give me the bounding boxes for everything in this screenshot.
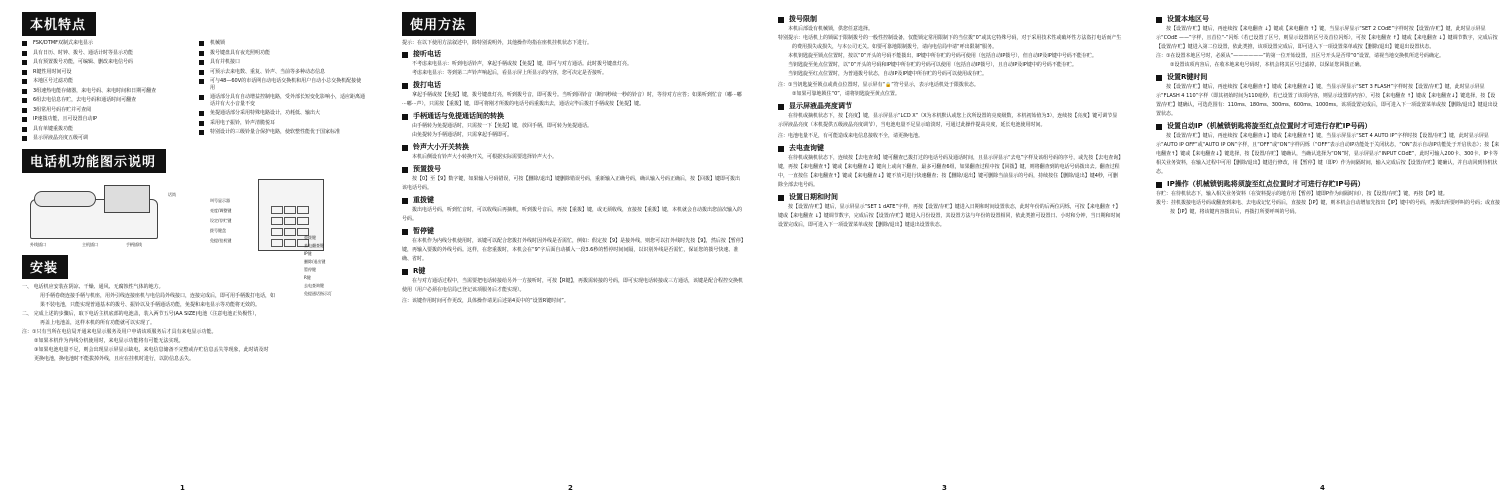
bullet-square-icon [778, 146, 784, 152]
section-heading-text: 拨号限制 [789, 15, 817, 23]
paragraph: 存贮：在待机状态下，输入相关业务资料（在资料提示的地方用【暂停】键即P作为间隔时间），按【设置/存贮】键，再按【IP】键。 [1156, 191, 1448, 197]
page-number-3: 3 [942, 484, 947, 492]
page3-sections [778, 15, 1122, 230]
section-heading [402, 81, 744, 90]
install-title: 安装 [22, 255, 68, 279]
section-heading-text: 拨打电话 [413, 81, 441, 89]
section-heading [402, 143, 744, 152]
paragraph: 按【设置/存贮】键后，再连续按【来电翻查 ↓】键或【来电翻查 ↑】键，当显示屏显示“SET 2 COdE”字样时按【设置/存贮】键，此时显示屏显示“COdE ——”字样，且首位“-”闪烁（若已设置了区号，则显示设置的区号及首位闪烁），可按【来电翻查 ↑】键或【来电翻查 ↓】键调节数字，完成后按【设置/存贮】键进入第二位设置，依此类推，该项设置完成后，即可进入下一项设置菜单或按【删除/退出】键退出设置状态。 [1156, 26, 1498, 50]
bullet-square-icon [22, 70, 27, 75]
install-line: 二、 完成上述的步骤后，取下电话主机底部的电池盖，装入两节五号(AA SIZE)电池（注意电池正负极性）， [22, 310, 260, 317]
section [1156, 73, 1500, 119]
section [402, 227, 744, 264]
section-heading [778, 102, 1122, 111]
paragraph: 当钥匙旋至红点位置时，为普通拨号状态，自动IP及IP键中所存贮的号码可以使用或存贮。 [788, 71, 987, 77]
section-heading-text: 显示屏液晶亮度调节 [789, 102, 852, 110]
phone-diagram [22, 179, 252, 251]
bullet-square-icon [199, 130, 204, 135]
bullet-square-icon [199, 51, 204, 56]
diagram-title: 电话机功能图示说明 [22, 149, 166, 173]
label-line-jack: 外线插口 [30, 241, 46, 247]
section [778, 15, 1122, 79]
feature-item [199, 110, 366, 117]
paragraph: 在待机或摘机状态下，连续按【去电查询】键可翻查已拨打过的电话号码及通话时间，且显示屏显示“去电”字样及该组号码的序号，或先按【去电查询】键，再按【来电翻查↑】键或【来电翻查↓】键向上或向下翻查，最多可翻查6组，如果翻查过程中按【回拨】键，则将翻查到的电话号码拨出去。翻查过程中，一直按住【来电翻查↑】键或【来电翻查↓】键不放可进行快速翻查；按【删除/退出】键可删除当前显示的号码，持续按住【删除/退出】键4秒，可删除全部去电号码。 [778, 155, 1121, 188]
label-pause-key: 暂停键 [304, 267, 316, 272]
bullet-square-icon [22, 51, 27, 56]
handset-illustration [34, 191, 96, 207]
label-outgoing-key: 去电查询键 [304, 283, 324, 288]
paragraph: 本机后侧设有铃声大小转换开关，可根据实际需要选择铃声大小。 [412, 154, 558, 160]
label-handset-cord: 手柄插线 [126, 241, 142, 247]
feature-text: 可与48—60V的市话网自动电话交换机和用户自动小总交换机配接使用 [210, 78, 362, 91]
feature-text: 3组常用号码存贮并可查阅 [33, 106, 92, 113]
usage-intro: 提示：在以下使用方法叙述中，除特别说明外，其他操作均指在座机挂机状态下进行。 [402, 40, 593, 46]
bullet-square-icon [199, 60, 204, 65]
feature-text: 机械锁 [210, 40, 226, 46]
section-heading [402, 112, 744, 121]
section [402, 50, 744, 78]
label-set-store-key: 设定/存贮键 [210, 217, 232, 223]
bullet-square-icon [22, 127, 27, 132]
paragraph: 当钥匙旋至免点位置时，以“0”开头的号码和IP键中所存贮的号码可以使用（包括自动IP拨号），且自动IP及IP键中的号码不能存贮。 [788, 62, 1077, 68]
page-number-4: 4 [1320, 484, 1325, 492]
section-heading-text: 铃声大小开关转换 [413, 143, 469, 151]
feature-item [22, 135, 189, 142]
section-heading-text: 暂停键 [413, 227, 434, 235]
paragraph: 注：电池电量不足，有可能造成来电信息接收不全，请更换电池。 [778, 133, 924, 139]
install-line: ②如果本机作为内线分机使用时，来电显示功能将有可能无法实现。 [34, 337, 184, 344]
label-incoming-key: 来电翻查键 [304, 243, 324, 248]
section-heading [778, 15, 1122, 24]
feature-text: 3组速热电能存储器，来电号码、来电时间和日期可翻查 [33, 87, 157, 94]
feature-item [22, 116, 189, 123]
install-line: ③如果电池电量不足，则会出现显示屏显示缺电，来电信息储备不完整或存贮信息丢失等现象，此时请及时 [34, 346, 269, 353]
feature-item [199, 59, 366, 66]
bullet-square-icon [22, 108, 27, 113]
bullet-square-icon [199, 41, 204, 46]
section-heading-text: 手柄通话与免提通话间的转换 [413, 112, 504, 120]
page-number-2: 2 [568, 484, 573, 492]
feature-text: 采用电子振铃，铃声清脆悦耳 [210, 119, 276, 126]
feature-text: FSK/DTMF双制式来电显示 [33, 40, 94, 46]
section-heading-text: 去电查询键 [789, 144, 824, 152]
paragraph: ②设置该项内容后，在收本地来电号码时，本机会将其区号过滤掉，以保证您回拨正确。 [1170, 62, 1365, 68]
feature-text: 具有并机接口 [210, 59, 241, 65]
bullet-square-icon [22, 60, 27, 65]
bullet-square-icon [199, 95, 204, 100]
paragraph: 按【0】至【9】数字键，如果输入号码错误，可按【删除/退出】键删除错误号码，重新输入正确号码，确认输入号码正确后，按【回拨】键即可拨出该电话号码。 [402, 176, 741, 191]
paragraph: 按【设置/存贮】键后，再连续按【来电翻查↓】键或【来电翻查↑】键，当显示屏显示“SET 4 AUTO IP”字样时按【设置/存贮】键，此时显示屏显示“AUTO IP OFF”或“AUTO IP ON”字样，且“OFF”或“ON”字样闪烁（“OFF”表示自动IP功能处于关闭状态，“ON”表示自动IP功能处于开启状态）；按【来电翻查↑】键或【来电翻查↓】键选择，按【设置/存贮】键确认，当确认选择为“ON”时，显示屏显示“INPUT COdE”，此时可输入200卡、300卡、IP卡等相关业务资料，在输入过程中可用【删除/退出】键进行修改，用【暂停】键（即P）作为间隔时间，输入完成后按【设置/存贮】键确认，并自动回到待机状态。 [1156, 133, 1500, 175]
paragraph: 在本机作为内线分机使用时，该键可以配合您拨打外线时因外线是否需忙，例如：假定按【9】是接外线，则您可以打外线时先按【9】，然后按【暂停】键，再输入要拨的外线号码。这样，在您重拨时，本机会在“9”字后面自动插入一段3.6秒的暂停时间间隔，以识别外线是否需忙，保证您的拨号快速、准确、省时。 [402, 238, 744, 262]
feature-text: 具有单键重拨功能 [33, 125, 74, 132]
features-list [22, 40, 366, 145]
install-line: 一、 电话机应安装在阴凉、干燥、通风、无腐蚀性气体的地方。 [22, 283, 164, 290]
section-heading [402, 165, 744, 174]
section [402, 165, 744, 193]
section [402, 112, 744, 140]
feature-item [22, 40, 189, 47]
feature-text: 显示屏液晶亮度五级可调 [33, 135, 89, 141]
feature-text: 具有预置拨号功能，可编辑、删改来电信号码 [33, 59, 134, 65]
section [402, 81, 744, 109]
bullet-square-icon [22, 41, 27, 46]
paragraph: 本机后部设有机械锁，供您任意选择。 [788, 26, 874, 32]
feature-text: 具有日历、时钟、拨号、通话计时等显示功能 [33, 49, 134, 56]
label-handsfree-key: 免提/挂机键 [210, 237, 232, 243]
section-heading [402, 196, 744, 205]
paragraph: 由手柄转为免提通话时，只需按一下【免提】键，放回手柄，即可转为免提通话。 [412, 123, 593, 129]
features-title: 本机特点 [22, 12, 96, 36]
bullet-square-icon [778, 17, 784, 23]
bullet-square-icon [1156, 182, 1162, 188]
paragraph: 拿起手柄或按【免提】键，拨号键盘灯亮，听到拨号音，即可拨号。当听到回铃音（断四秒续一秒的铃音）时，等待对方应答；如果听到忙音（嘟···嘟···嘟···声），只需按【重拨】键，即可将刚才所拨的电话号码重拨出去，通话完毕后拨打手柄或按【免提】键。 [402, 92, 742, 107]
bullet-square-icon [1156, 17, 1162, 23]
page-3 [756, 0, 1134, 504]
label-host-jack: 主机插口 [82, 241, 98, 247]
feature-item [199, 120, 366, 127]
section [778, 193, 1122, 230]
paragraph: ②如果可靠地锁住“0”，请将钥匙旋至黄点位置。 [792, 91, 900, 97]
section-heading [402, 227, 744, 236]
feature-item [22, 59, 189, 66]
install-line: 再盖上电池盖，这样本机的所有功能就可以实现了。 [40, 319, 156, 326]
paragraph: 本机钥匙旋至锁点位置时，按以“0”开头的号码不能拨出，IP键中所存贮的号码可使用（包括自动IP拨号），但自动IP及IP键中号码不能存贮。 [788, 53, 1097, 59]
bullet-square-icon [402, 114, 408, 120]
r-key-note: 注：该键作用时间可作更改，具体操作请见后述第4页中的“设置R键时间”。 [402, 298, 569, 304]
feature-text: 本地区号过滤功能 [33, 78, 74, 84]
paragraph: 按【设置/存贮】键后，再连续按【来电翻查↑】键或【来电翻查↓】键，当显示屏显示“SET 3 FLASH”字样时按【设置/存贮】键，此时显示屏显示“FLASH 4 110”字样（即其初始时间为110毫秒，若已设置了该项内容，则显示设置的内容），可按【来电翻查 ↑】键或【来电翻查↓】键选择，按【设置/存贮】键确认，可选范围有：110ms、180ms、300ms、600ms、1000ms。该项设置完成后，即可进入下一项设置菜单或按【删除/退出】键退出设置状态。 [1156, 84, 1498, 117]
features-left-column [22, 40, 189, 145]
feature-item [22, 78, 189, 85]
bullet-square-icon [1156, 75, 1162, 81]
paragraph: 注：①在设置本地区号时，必须从“——————”的第一位开始设置，且区号开头是否带“0”设置，请视当地交换机所送号码确定。 [1156, 53, 1445, 59]
bullet-square-icon [402, 52, 408, 58]
feature-item [199, 50, 366, 57]
feature-text: 可预示去来电数、重复、铃声、当前等多种动态信息 [210, 68, 326, 75]
paragraph: 在待机或摘机状态下，按【亮度】键，显示屏显示“LCD X”（X为本机默认或您上次所设置的亮度级数，本机初始值为3），连续按【亮度】键可调节显示屏液晶亮度（本机提供五级液晶亮度调节），当电池电量不足显示暗淡时，可通过此操作提高亮度，延长电池使用时间。 [778, 113, 1118, 128]
feature-item [22, 88, 189, 95]
paragraph: 注：①当钥匙旋至锁点或黄点位置时，显示屏有“🔒”符号显示，表示电话机处于限拨状态。 [778, 82, 979, 88]
label-r-key: R键 [304, 275, 311, 280]
page-4 [1134, 0, 1512, 504]
section-heading-text: 设置R键时间 [1167, 73, 1208, 81]
section-heading [1156, 180, 1500, 189]
section-heading [402, 50, 744, 59]
section-heading [1156, 122, 1500, 131]
feature-item [199, 94, 366, 107]
section-heading-text: 预置拨号 [413, 165, 441, 173]
section [778, 102, 1122, 130]
keypad-grid [271, 206, 307, 247]
label-number-display: 叫号显示器 [210, 197, 230, 203]
feature-text: 特别设计的三级铃量合保护电路，使软整性能优于国家标准 [210, 129, 341, 135]
section [1156, 15, 1500, 70]
section-heading [778, 144, 1122, 153]
feature-item [199, 40, 366, 47]
label-ip-key: IP键 [304, 251, 312, 256]
display-illustration [104, 185, 150, 213]
feature-text: 免提通话部分采用特殊电路设计，功耗低、输出大 [210, 110, 321, 116]
feature-item [22, 50, 189, 57]
feature-item [22, 107, 189, 114]
bullet-square-icon [22, 117, 27, 122]
section [778, 144, 1122, 190]
label-handset: 话筒 [168, 191, 176, 197]
section-heading [1156, 73, 1500, 82]
bullet-square-icon [402, 269, 408, 275]
label-handsfree-led: 免提通话指示灯 [304, 291, 332, 296]
bullet-square-icon [199, 121, 204, 126]
paragraph: 拨号：挂机拨接电话号码或翻查到来电、去电或记忆号码后，直接按【IP】键，则本机会自动增加先按出【IP】键中的号码，再拨出所要呼叫的号码；或直接按【IP】键，将该键内容拨出后，再拨打所要呼叫的号码。 [1156, 200, 1500, 215]
feature-item [22, 97, 189, 104]
section-heading [402, 267, 744, 276]
section [1156, 180, 1500, 217]
page4-sections [1156, 15, 1500, 217]
paragraph: 在与对方通话过程中，当需要把电话转接给另外一方接听时，可按【R键】，再拨需转接的号码，即可实现电话转接或三方通话，该键是配合程控交换机使用（用户必须在电信局已登记该项服务后才能实现）。 [402, 278, 743, 293]
page-number-1: 1 [180, 484, 185, 492]
features-right-column [199, 40, 366, 145]
section-heading-text: 接听电话 [413, 50, 441, 58]
section [402, 267, 744, 295]
label-delete-key: 删除/退出键 [304, 259, 326, 264]
right-key-labels [304, 236, 364, 296]
feature-item [199, 78, 366, 91]
bullet-square-icon [22, 98, 27, 103]
install-line: 注：①只有当所在电信局开通来电显示服务及用户申请该项服务后才具有来电显示功能。 [22, 328, 217, 335]
bullet-square-icon [22, 89, 27, 94]
bullet-square-icon [402, 167, 408, 173]
usage-title: 使用方法 [402, 12, 476, 36]
section [778, 81, 1122, 99]
section-heading-text: 设置自动IP（机械锁钥匙将旋至红点位置时才可进行存贮IP号码） [1167, 122, 1372, 130]
section-heading [1156, 15, 1500, 24]
section [1156, 122, 1500, 177]
section-heading-text: 设置本地区号 [1167, 15, 1209, 23]
install-line: 更换电池，换电池时不能拔掉外线，且应在挂机时进行，以防信息丢失。 [34, 355, 195, 362]
bullet-square-icon [402, 145, 408, 151]
bullet-square-icon [778, 104, 784, 110]
bullet-square-icon [199, 70, 204, 75]
install-line: 用手柄卷绕连接手柄与机座，用外引线连接座机与电信局外线接口，连接完成后，即可用手柄拨打电话，如 [40, 292, 276, 299]
feature-item [199, 69, 366, 76]
feature-item [199, 129, 366, 136]
bullet-square-icon [22, 79, 27, 84]
feature-text: IP速拨功能，且可设置自动IP [33, 116, 97, 122]
feature-item [22, 126, 189, 133]
paragraph: 按【设置/存贮】键后，显示屏显示“SET 1 dATE”字样，再按【设置/存贮】键进入日期和时间设置状态，此时年份的后两位闪烁，可按【来电翻查 ↑】键或【来电翻查 ↓】键调节数字，完成后按【设置/存贮】键进入月份设置，其设置方法与年份的设置相同，依此类推可设置日、小时和分钟，当日期和时间设置完成后，即可进入下一项设置菜单或按【删除/退出】键退出设置状态。 [778, 204, 1121, 228]
usage-sections [402, 50, 744, 295]
feature-text: 通话部分具有自动增益控制电路，受外部长短变化影响小，适应距离通话并有大小音量不变 [210, 94, 366, 107]
section [778, 132, 1122, 141]
section-heading-text: 重拨键 [413, 196, 434, 204]
feature-item [22, 69, 189, 76]
install-line: 果不装电池，只能实现普通基本的拨号、振铃以及手柄通话功能，免提和来电显示等功能将无效的。 [40, 301, 261, 308]
section-heading-text: IP操作（机械锁钥匙将须旋至红点位置时才可进行存贮IP号码） [1167, 180, 1365, 188]
section [402, 196, 744, 224]
bullet-square-icon [1156, 124, 1162, 130]
feature-text: R键性用时间可设 [33, 68, 72, 75]
feature-text: 6组去电信息存贮，去电号码和通话时间可翻查 [33, 97, 137, 103]
section-heading [778, 193, 1122, 202]
paragraph: 不考虑来电显示：听到电话铃声，拿起手柄或按【免提】键，即可与对方通话。此时拨号键盘灯亮。 [412, 61, 633, 67]
label-brightness-key: 亮度/调整键 [210, 207, 232, 213]
bullet-square-icon [778, 195, 784, 201]
paragraph: 由免提转为手柄通话时，只需拿起手柄即可。 [412, 132, 513, 138]
bullet-square-icon [402, 198, 408, 204]
page-2 [378, 0, 756, 504]
bullet-square-icon [199, 79, 204, 84]
paragraph: 拨出电话号码，听到忙音时，可以收线后再摘机，听到拨号音后，再按【重拨】键，或无须收线，直接按【重拨】键，本机就会自动拨出您前次输入的号码。 [402, 207, 743, 222]
section-heading-text: 设置日期和时间 [789, 193, 838, 201]
bullet-square-icon [402, 229, 408, 235]
section-heading-text: R键 [413, 267, 426, 275]
feature-text: 拨号键盘具有夜光照明功能 [210, 49, 271, 56]
label-dial-keypad: 拨号键盘 [210, 227, 226, 233]
bullet-square-icon [402, 83, 408, 89]
section [402, 143, 744, 162]
paragraph: 特别提示：电话机上的锁属于限制拨号的一般性控制设备，仅能锁定常用限制下的当位拨“0”或其它特殊号码，对于采用技术性或破坏性方法盗打电话而产生的费用损失或损失，与本公司无关。如要可靠地限制拨号，请向电信局申请“呼出限制”服务。 [778, 35, 1122, 50]
page-1 [0, 0, 378, 504]
bullet-square-icon [22, 136, 27, 141]
paragraph: 考虑来电显示：等到第二声铃声响起后，看显示屏上所显示的内容，您可决定是否接听。 [412, 70, 608, 76]
bullet-square-icon [199, 111, 204, 116]
label-redial-key: 重拨键 [304, 235, 316, 240]
